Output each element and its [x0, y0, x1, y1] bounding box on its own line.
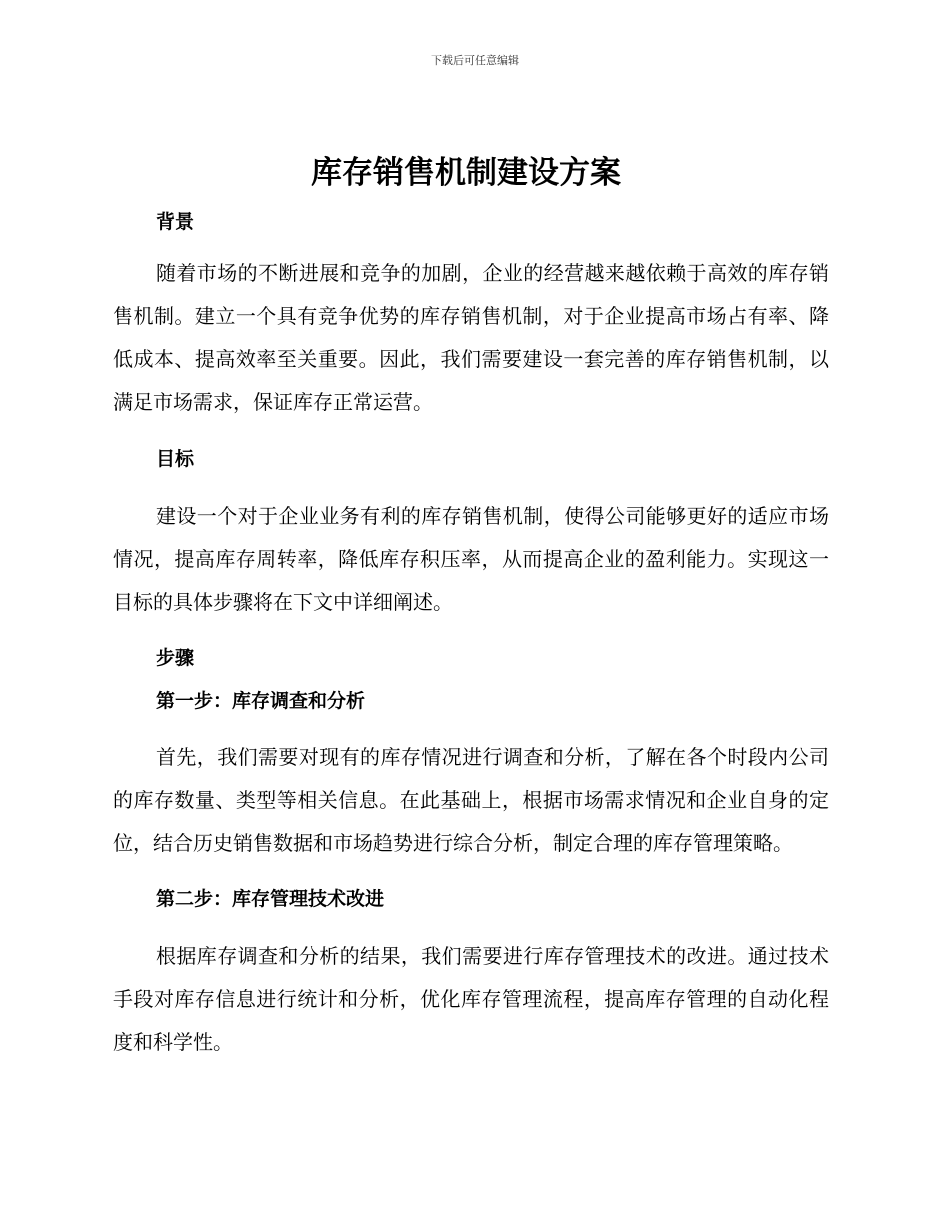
section-paragraph-background: 随着市场的不断进展和竞争的加剧，企业的经营越来越依赖于高效的库存销售机制。建立一个具有竞争优势的库存销售机制，对于企业提高市场占有率、降低成本、提高效率至关重要。因此，我们需要建设一套完善的库存销售机制，以满足市场需求，保证库存正常运营。 [113, 261, 829, 414]
section-heading-background: 背景 [156, 211, 195, 233]
section-heading-goal: 目标 [156, 448, 195, 470]
section-paragraph-goal: 建设一个对于企业业务有利的库存销售机制，使得公司能够更好的适应市场情况，提高库存周转率，降低库存积压率，从而提高企业的盈利能力。实现这一目标的具体步骤将在下文中详细阐述。 [113, 504, 829, 614]
section-heading-steps: 步骤 [156, 647, 195, 669]
step-heading-1: 第一步：库存调查和分析 [156, 690, 366, 712]
step-paragraph-1: 首先，我们需要对现有的库存情况进行调查和分析，了解在各个时段内公司的库存数量、类型等相关信息。在此基础上，根据市场需求情况和企业自身的定位，结合历史销售数据和市场趋势进行综合分析，制定合理的库存管理策略。 [113, 745, 829, 855]
document-title: 库存销售机制建设方案 [311, 155, 621, 191]
page-header-note: 下载后可任意编辑 [431, 54, 519, 67]
step-paragraph-2: 根据库存调查和分析的结果，我们需要进行库存管理技术的改进。通过技术手段对库存信息进行统计和分析，优化库存管理流程，提高库存管理的自动化程度和科学性。 [113, 944, 829, 1054]
document-body [113, 150, 829, 1064]
step-heading-2: 第二步：库存管理技术改进 [156, 888, 385, 910]
